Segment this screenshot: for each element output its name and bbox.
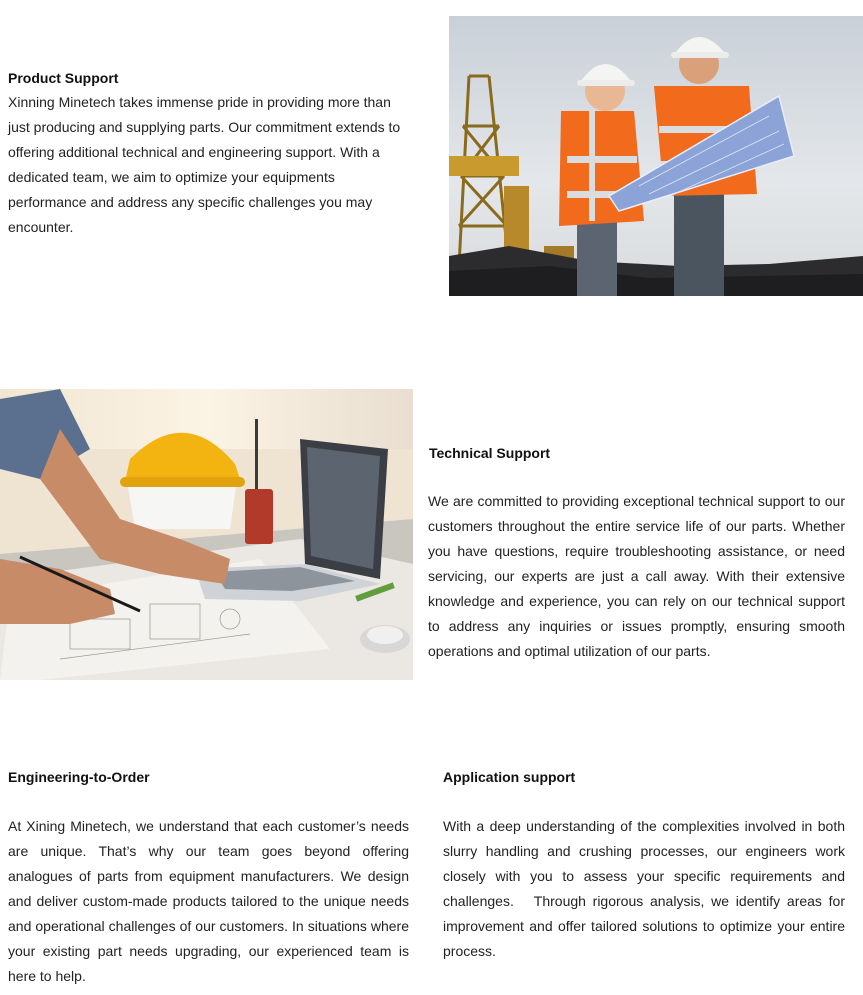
engineering-to-order-body: At Xining Minetech, we understand that each customer’s needs are unique. That’s why our team goes beyond offering analogues of parts from equipment manufacturers. We design and deliver custom-made products tailored to the unique needs and operational challenges of our customers. In situations where your existing part needs upgrading, our experienced team is here to help. [8, 818, 409, 984]
workers-photo [449, 16, 863, 296]
technical-support-title: Technical Support [429, 445, 551, 461]
application-support-title: Application support [443, 769, 576, 785]
application-support-body: With a deep understanding of the complexities involved in both slurry handling and crushing processes, our engineers work closely with you to assess your specific requirements and challenges. Through rigorous analysis, we identify areas for improvement and offer tailored solutions to optimize your entire process. [443, 818, 849, 959]
product-support-body: Xinning Minetech takes immense pride in providing more than just producing and supplying parts. Our commitment extends to offering additional technical and engineering support. With a dedicated team, we aim to optimize your equipments performance and address any specific challenges you may encounter. [8, 94, 401, 235]
technical-support-body: We are committed to providing exceptional technical support to our customers throughout the entire service life of our parts. Whether you have questions, require troubleshooting assistance, or need servicing, our experts are just a call away. With their extensive knowledge and experience, you can rely on our technical support to address any inquiries or issues promptly, ensuring smooth operations and optimal utilization of our parts. [428, 493, 845, 659]
product-support-title: Product Support [8, 70, 119, 86]
desk-photo [0, 389, 413, 680]
engineering-to-order-title: Engineering-to-Order [8, 769, 150, 785]
